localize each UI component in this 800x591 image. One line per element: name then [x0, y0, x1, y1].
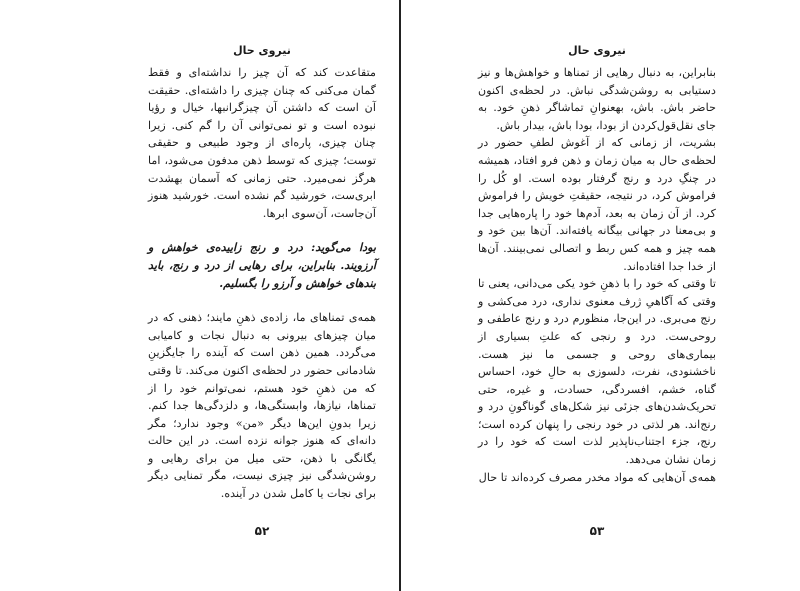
left-quote: بودا می‌گوید: درد و رنج زاییده‌ی خواهش و آرزویند. بنابراین، برای رهایی از درد و رنج، باید بندهای خواهش و آرزو را بگسلیم.: [148, 240, 376, 290]
right-paragraph-2: بشریت، از زمانی که از آغوش لطفِ حضور در لحظه‌ی حال به میان زمان و ذهن فرو افتاد، همیشه در چنگِ درد و رنج گرفتار بوده است. او کُل را فراموش کرد، در نتیجه، حقیقتِ خویش را فراموش کرد. از آن زمان به بعد، آدم‌ها خود را پاره‌هایی جدا و بی‌معنا در جهانی بیگانه یافته‌اند. آن‌ها بین خود و همه چیز و همه کس ربط و اتصالی نمی‌بینند. آن‌ها از خدا جدا افتاده‌اند.: [478, 136, 716, 273]
left-page: [148, 0, 376, 591]
left-paragraph-1: متقاعدت کند که آن چیز را نداشته‌ای و فقط گمان می‌کنی که چنان چیزی را داشته‌ای. حقیقت آن است که داشتن آن چیزگرانبها، خیال و رؤیا نبوده است و تو نمی‌توانی آن را گم کنی. زیرا چنان چیزی، پاره‌ای از وجود طبیعی و حقیقی توست؛ چیزی که توسط ذهن مدفون می‌شود، اما هرگز نمی‌میرد. حتی زمانی که آسمان بهشدت ابری‌ست، خورشید گم نشده است. خورشید هنوز آن‌جاست، آن‌سوی ابرها.: [148, 66, 376, 220]
right-paragraph-1: بنابراین، به دنبال رهایی از تمناها و خواهش‌ها و نیز دستیابی به روشن‌شدگی نباش. در لحظه‌ی اکنون حاضر باش. باش، بهعنوانِ تماشاگر ذهنِ خود. به جای نقل‌قول‌کردن از بودا، بودا باش، بیدار باش.: [478, 66, 716, 132]
left-page-number: ۵۲: [254, 524, 270, 538]
right-page: [478, 0, 716, 591]
paragraph-gap: [148, 292, 376, 309]
right-paragraph-4: همه‌ی آن‌هایی که مواد مخدر مصرف کرده‌اند تا حال: [478, 470, 716, 484]
left-paragraph-2: همه‌ی تمناهای ما، زاده‌ی ذهنِ مایند؛ ذهنی که در میان چیزهای بیرونی به دنبال نجات و کامیابی می‌گردد. همین ذهن است که آینده را جایگزینِ شادمانی حضور در لحظه‌ی اکنون می‌کند. تا وقتی که من ذهنِ خود هستم، نمی‌توانم خود را از تمناها، نیازها، وابستگی‌ها، و دلزدگی‌ها جدا کنم. زیرا بدونِ این‌ها دیگر «من» وجود ندارد؛ مگر دانه‌ای که هنوز جوانه نزده است. در این حالت یگانگی با ذهن، حتی میل من برای رهایی و روشن‌شدگی نیز چیزی نیست، مگر تمنایی دیگر برای نجات یا کامل شدن در آینده.: [148, 311, 376, 501]
right-page-number: ۵۳: [589, 524, 605, 538]
book-gutter: [399, 0, 401, 591]
right-page-body: [478, 64, 716, 486]
left-running-header: نیروی حال: [233, 44, 291, 57]
paragraph-gap: [148, 222, 376, 239]
right-running-header: نیروی حال: [568, 44, 626, 57]
right-paragraph-3: تا وقتی که خود را با ذهنِ خود یکی می‌دانی، یعنی تا وقتی که آگاهیِ ژرف معنوی نداری، درد می‌کشی و رنج می‌بری. در این‌جا، منظورم درد و رنج عاطفی و روحی‌ست. درد و رنجی که علتِ بسیاری از بیماری‌های روحی و جسمی ما نیز هست. ناخشنودی، نفرت، دلسوزی به حالِ خود، احساس گناه، خشم، افسردگی، حسادت، و غیره، حتی تحریک‌شدن‌های جزئی نیز شکل‌های گوناگونِ درد و رنج‌اند. هر لذتی در خود رنجی را پنهان کرده است؛ رنج، جزء اجتناب‌ناپذیر لذت است که خود را در زمان نشان می‌دهد.: [478, 277, 716, 467]
left-page-body: [148, 64, 376, 503]
